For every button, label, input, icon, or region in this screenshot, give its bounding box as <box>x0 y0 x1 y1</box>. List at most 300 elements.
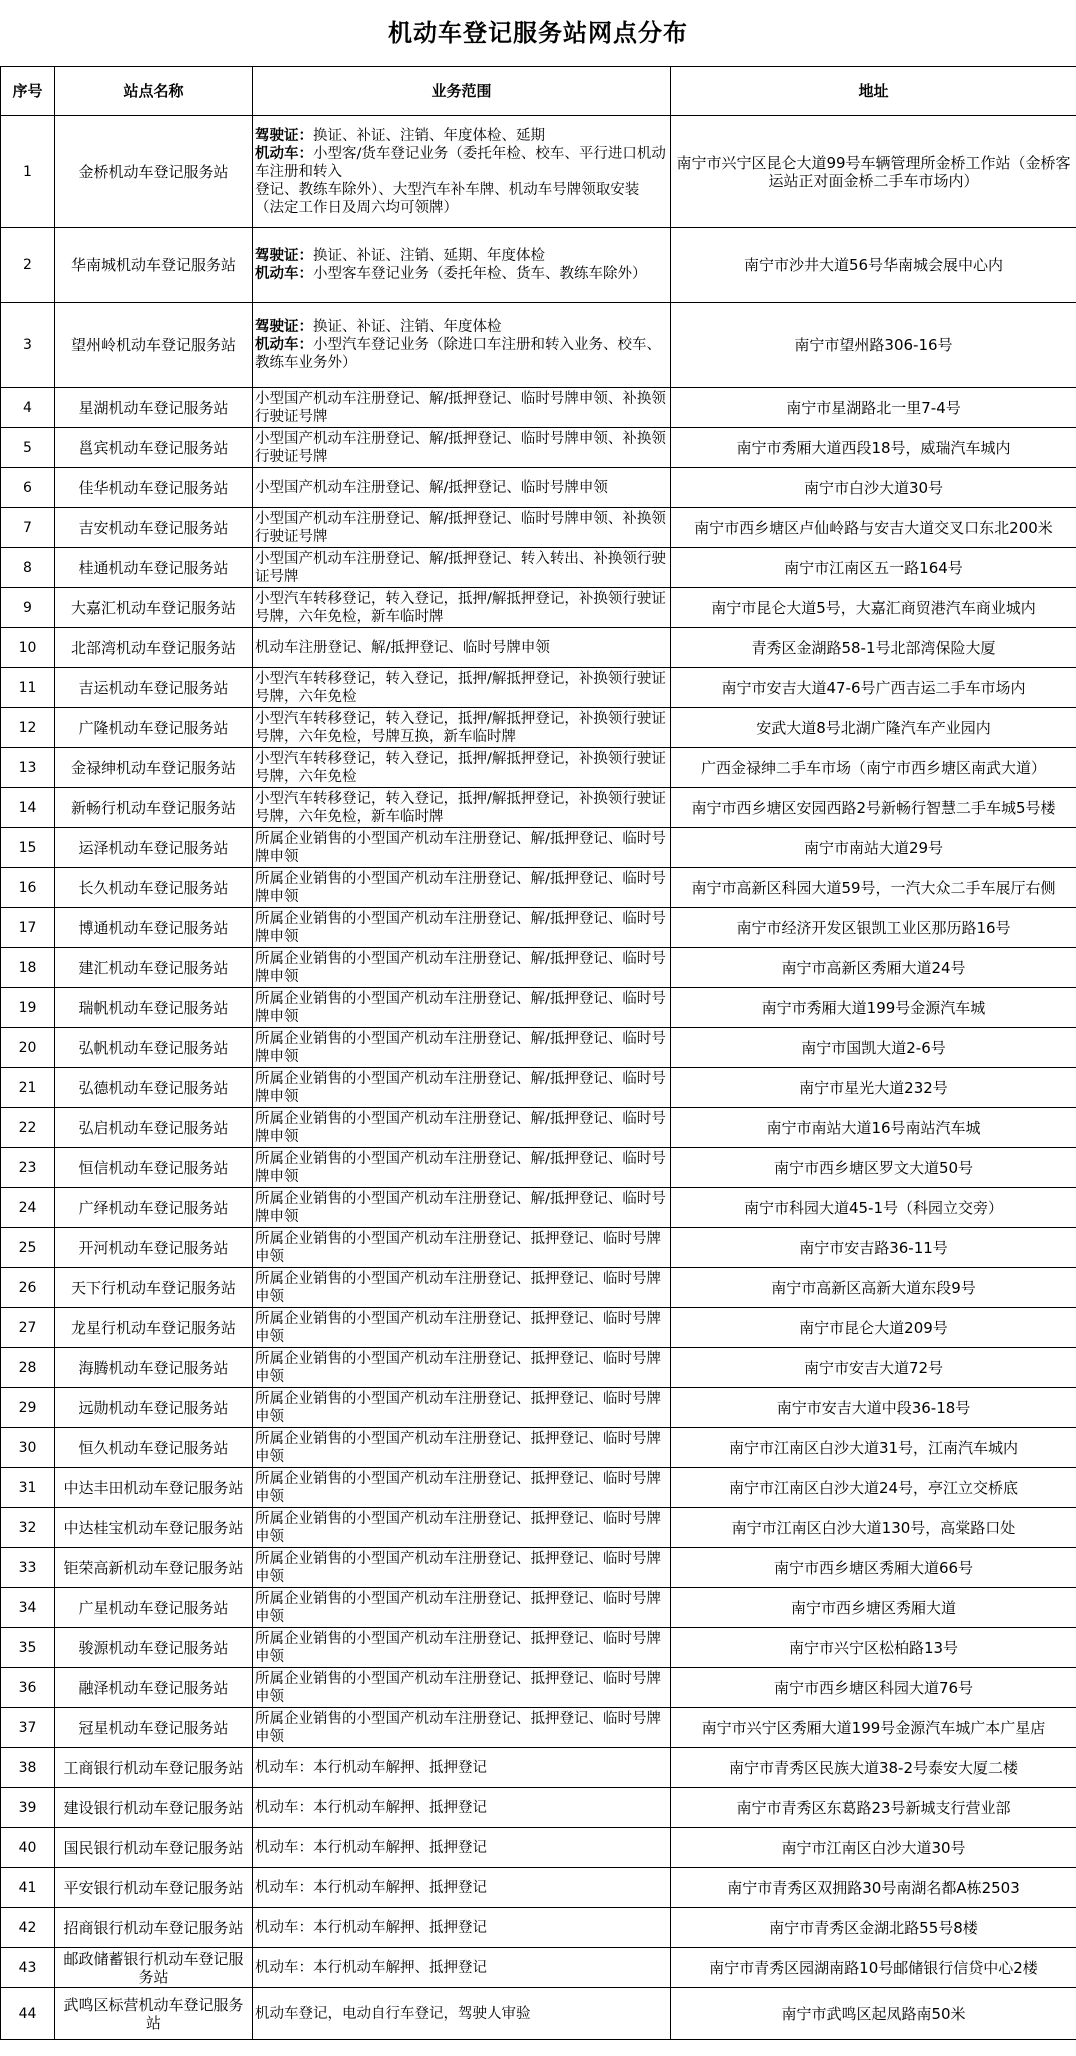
table-row <box>1 588 1076 628</box>
station-name: 新畅行机动车登记服务站 <box>55 788 253 828</box>
station-address: 南宁市南站大道16号南站汽车城 <box>671 1108 1076 1148</box>
business-scope <box>253 1108 671 1148</box>
scope-text: 所属企业销售的小型国产机动车注册登记、抵押登记、临时号牌申领 <box>255 1390 661 1425</box>
station-address: 南宁市青秀区民族大道38-2号泰安大厦二楼 <box>671 1748 1076 1788</box>
scope-line <box>255 750 668 786</box>
row-number: 12 <box>1 708 55 748</box>
scope-text: 所属企业销售的小型国产机动车注册登记、抵押登记、临时号牌申领 <box>255 1510 661 1545</box>
station-name: 瑞帆机动车登记服务站 <box>55 988 253 1028</box>
table-row <box>1 1988 1076 2040</box>
row-number: 30 <box>1 1428 55 1468</box>
station-name: 桂通机动车登记服务站 <box>55 548 253 588</box>
scope-line <box>255 870 668 906</box>
station-address: 南宁市青秀区园湖南路10号邮储银行信贷中心2楼 <box>671 1948 1076 1988</box>
scope-text: 小型汽车转移登记，转入登记，抵押/解抵押登记，补换领行驶证号牌，六年免检 <box>255 750 666 785</box>
row-number: 28 <box>1 1348 55 1388</box>
station-address: 南宁市西乡塘区科园大道76号 <box>671 1668 1076 1708</box>
scope-text: 换证、补证、注销、年度体检、延期 <box>313 127 545 144</box>
scope-line <box>255 390 668 426</box>
row-number: 19 <box>1 988 55 1028</box>
scope-text: 小型国产机动车注册登记、解/抵押登记、临时号牌申领、补换领行驶证号牌 <box>255 430 666 465</box>
scope-line <box>255 336 668 372</box>
row-number: 31 <box>1 1468 55 1508</box>
table-row <box>1 1828 1076 1868</box>
table-row <box>1 1108 1076 1148</box>
scope-line <box>255 1070 668 1106</box>
table-row <box>1 1228 1076 1268</box>
header-no: 序号 <box>1 67 55 116</box>
table-row <box>1 1468 1076 1508</box>
scope-line <box>255 1390 668 1426</box>
table-row <box>1 1388 1076 1428</box>
scope-text: 小型国产机动车注册登记、解/抵押登记、临时号牌申领、补换领行驶证号牌 <box>255 510 666 545</box>
scope-line <box>255 479 668 497</box>
station-address: 南宁市高新区高新大道东段9号 <box>671 1268 1076 1308</box>
business-scope <box>253 1868 671 1908</box>
station-name: 建设银行机动车登记服务站 <box>55 1788 253 1828</box>
table-row <box>1 1708 1076 1748</box>
business-scope <box>253 1708 671 1748</box>
scope-line <box>255 550 668 586</box>
station-address: 南宁市江南区白沙大道130号，高棠路口处 <box>671 1508 1076 1548</box>
station-name: 弘帆机动车登记服务站 <box>55 1028 253 1068</box>
business-scope <box>253 668 671 708</box>
station-address: 南宁市高新区秀厢大道24号 <box>671 948 1076 988</box>
business-scope <box>253 1828 671 1868</box>
scope-line <box>255 1350 668 1386</box>
business-scope <box>253 588 671 628</box>
business-scope <box>253 1148 671 1188</box>
row-number: 1 <box>1 116 55 228</box>
station-address: 南宁市安吉路36-11号 <box>671 1228 1076 1268</box>
business-scope <box>253 1188 671 1228</box>
scope-text: 小型客/货车登记业务（委托年检、校车、平行进口机动车注册和转入 <box>255 145 666 180</box>
station-name: 海腾机动车登记服务站 <box>55 1348 253 1388</box>
table-row <box>1 1348 1076 1388</box>
scope-text: 机动车：本行机动车解押、抵押登记 <box>255 1799 487 1816</box>
station-name: 邕宾机动车登记服务站 <box>55 428 253 468</box>
table-row <box>1 428 1076 468</box>
table-row <box>1 868 1076 908</box>
business-scope <box>253 508 671 548</box>
scope-text: 所属企业销售的小型国产机动车注册登记、抵押登记、临时号牌申领 <box>255 1710 661 1745</box>
station-name: 弘德机动车登记服务站 <box>55 1068 253 1108</box>
station-address: 南宁市白沙大道30号 <box>671 468 1076 508</box>
row-number: 27 <box>1 1308 55 1348</box>
station-name: 弘启机动车登记服务站 <box>55 1108 253 1148</box>
scope-text: 所属企业销售的小型国产机动车注册登记、抵押登记、临时号牌申领 <box>255 1550 661 1585</box>
business-scope <box>253 1228 671 1268</box>
scope-text: 所属企业销售的小型国产机动车注册登记、解/抵押登记、临时号牌申领 <box>255 990 666 1025</box>
business-scope <box>253 908 671 948</box>
station-address: 南宁市青秀区双拥路30号南湖名都A栋2503 <box>671 1868 1076 1908</box>
scope-line <box>255 990 668 1026</box>
station-address: 南宁市安吉大道72号 <box>671 1348 1076 1388</box>
table-row <box>1 1908 1076 1948</box>
table-row <box>1 908 1076 948</box>
business-scope <box>253 1508 671 1548</box>
row-number: 25 <box>1 1228 55 1268</box>
business-scope <box>253 1748 671 1788</box>
table-row <box>1 1428 1076 1468</box>
business-scope <box>253 1268 671 1308</box>
table-row <box>1 116 1076 228</box>
business-scope <box>253 1428 671 1468</box>
station-name: 大嘉汇机动车登记服务站 <box>55 588 253 628</box>
business-scope <box>253 116 671 228</box>
business-scope <box>253 1988 671 2040</box>
scope-line <box>255 1710 668 1746</box>
scope-text: 所属企业销售的小型国产机动车注册登记、抵押登记、临时号牌申领 <box>255 1230 661 1265</box>
scope-line <box>255 910 668 946</box>
table-row <box>1 1588 1076 1628</box>
station-address: 广西金禄绅二手车市场（南宁市西乡塘区南武大道） <box>671 748 1076 788</box>
scope-line <box>255 639 668 657</box>
table-row <box>1 1868 1076 1908</box>
table-row <box>1 1668 1076 1708</box>
scope-text: 所属企业销售的小型国产机动车注册登记、解/抵押登记、临时号牌申领 <box>255 870 666 905</box>
table-header-row <box>1 67 1076 116</box>
scope-line <box>255 830 668 866</box>
row-number: 22 <box>1 1108 55 1148</box>
station-address: 南宁市沙井大道56号华南城会展中心内 <box>671 228 1076 303</box>
scope-text: 所属企业销售的小型国产机动车注册登记、抵押登记、临时号牌申领 <box>255 1670 661 1705</box>
business-scope <box>253 1388 671 1428</box>
business-scope <box>253 1548 671 1588</box>
scope-line <box>255 710 668 746</box>
station-name: 北部湾机动车登记服务站 <box>55 628 253 668</box>
scope-text: 所属企业销售的小型国产机动车注册登记、抵押登记、临时号牌申领 <box>255 1470 661 1505</box>
row-number: 44 <box>1 1988 55 2040</box>
scope-text: 所属企业销售的小型国产机动车注册登记、解/抵押登记、临时号牌申领 <box>255 1190 666 1225</box>
station-address: 南宁市兴宁区松柏路13号 <box>671 1628 1076 1668</box>
business-scope <box>253 748 671 788</box>
table-row <box>1 788 1076 828</box>
scope-line <box>255 430 668 466</box>
row-number: 9 <box>1 588 55 628</box>
station-name: 国民银行机动车登记服务站 <box>55 1828 253 1868</box>
row-number: 21 <box>1 1068 55 1108</box>
scope-label: 驾驶证： <box>255 248 313 264</box>
scope-text: 机动车：本行机动车解押、抵押登记 <box>255 1879 487 1896</box>
table-row <box>1 1268 1076 1308</box>
scope-text: 换证、补证、注销、年度体检 <box>313 319 502 335</box>
table-row <box>1 1068 1076 1108</box>
scope-line <box>255 181 668 217</box>
row-number: 7 <box>1 508 55 548</box>
table-row <box>1 388 1076 428</box>
station-address: 南宁市西乡塘区卢仙岭路与安吉大道交叉口东北200米 <box>671 508 1076 548</box>
scope-line <box>255 790 668 826</box>
scope-text: 所属企业销售的小型国产机动车注册登记、抵押登记、临时号牌申领 <box>255 1630 661 1665</box>
business-scope <box>253 868 671 908</box>
row-number: 32 <box>1 1508 55 1548</box>
scope-line <box>255 1230 668 1266</box>
row-number: 26 <box>1 1268 55 1308</box>
scope-text: 所属企业销售的小型国产机动车注册登记、抵押登记、临时号牌申领 <box>255 1430 661 1465</box>
business-scope <box>253 303 671 388</box>
station-address: 安武大道8号北湖广隆汽车产业园内 <box>671 708 1076 748</box>
business-scope <box>253 948 671 988</box>
scope-line <box>255 1150 668 1186</box>
table-row <box>1 1748 1076 1788</box>
station-address: 南宁市兴宁区秀厢大道199号金源汽车城广本广星店 <box>671 1708 1076 1748</box>
scope-label: 机动车： <box>255 145 313 162</box>
header-address: 地址 <box>671 67 1076 116</box>
station-address: 南宁市江南区五一路164号 <box>671 548 1076 588</box>
station-name: 恒信机动车登记服务站 <box>55 1148 253 1188</box>
scope-text: 小型汽车登记业务（除进口车注册和转入业务、校车、教练车业务外） <box>255 337 661 371</box>
scope-line <box>255 1030 668 1066</box>
station-name: 平安银行机动车登记服务站 <box>55 1868 253 1908</box>
scope-text: 机动车：本行机动车解押、抵押登记 <box>255 1839 487 1856</box>
scope-line <box>255 127 668 145</box>
station-name: 中达丰田机动车登记服务站 <box>55 1468 253 1508</box>
table-row <box>1 628 1076 668</box>
row-number: 11 <box>1 668 55 708</box>
station-name: 钜荣高新机动车登记服务站 <box>55 1548 253 1588</box>
station-address: 南宁市经济开发区银凯工业区那历路16号 <box>671 908 1076 948</box>
scope-text: 所属企业销售的小型国产机动车注册登记、解/抵押登记、临时号牌申领 <box>255 1110 666 1145</box>
station-name: 华南城机动车登记服务站 <box>55 228 253 303</box>
row-number: 23 <box>1 1148 55 1188</box>
station-name: 建汇机动车登记服务站 <box>55 948 253 988</box>
business-scope <box>253 828 671 868</box>
table-row <box>1 988 1076 1028</box>
business-scope <box>253 708 671 748</box>
row-number: 6 <box>1 468 55 508</box>
station-name: 邮政储蓄银行机动车登记服务站 <box>55 1948 253 1988</box>
row-number: 17 <box>1 908 55 948</box>
row-number: 41 <box>1 1868 55 1908</box>
business-scope <box>253 1308 671 1348</box>
station-address: 南宁市江南区白沙大道31号，江南汽车城内 <box>671 1428 1076 1468</box>
station-address: 南宁市兴宁区昆仑大道99号车辆管理所金桥工作站（金桥客运站正对面金桥二手车市场内） <box>671 116 1076 228</box>
scope-line <box>255 1430 668 1466</box>
scope-text: 机动车：本行机动车解押、抵押登记 <box>255 1959 487 1976</box>
scope-text: 所属企业销售的小型国产机动车注册登记、解/抵押登记、临时号牌申领 <box>255 1030 666 1065</box>
scope-label: 机动车： <box>255 337 313 353</box>
table-body <box>1 116 1076 2040</box>
row-number: 16 <box>1 868 55 908</box>
scope-line <box>255 1839 668 1857</box>
row-number: 40 <box>1 1828 55 1868</box>
scope-line <box>255 1550 668 1586</box>
station-name: 开河机动车登记服务站 <box>55 1228 253 1268</box>
table-row <box>1 303 1076 388</box>
table-row <box>1 548 1076 588</box>
scope-text: 小型国产机动车注册登记、解/抵押登记、临时号牌申领、补换领行驶证号牌 <box>255 390 666 425</box>
scope-line <box>255 145 668 181</box>
row-number: 2 <box>1 228 55 303</box>
scope-text: 机动车：本行机动车解押、抵押登记 <box>255 1919 487 1936</box>
scope-text: 登记、教练车除外）、大型汽车补车牌、机动车号牌领取安装（法定工作日及周六均可领牌） <box>255 181 640 216</box>
scope-label: 驾驶证： <box>255 319 313 335</box>
scope-text: 所属企业销售的小型国产机动车注册登记、解/抵押登记、临时号牌申领 <box>255 950 666 985</box>
business-scope <box>253 1668 671 1708</box>
row-number: 18 <box>1 948 55 988</box>
station-name: 融泽机动车登记服务站 <box>55 1668 253 1708</box>
row-number: 5 <box>1 428 55 468</box>
scope-line <box>255 318 668 336</box>
business-scope <box>253 1948 671 1988</box>
table-row <box>1 1188 1076 1228</box>
scope-text: 小型国产机动车注册登记、解/抵押登记、临时号牌申领 <box>255 479 608 496</box>
table-row <box>1 1628 1076 1668</box>
scope-line <box>255 1959 668 1977</box>
station-address: 南宁市南站大道29号 <box>671 828 1076 868</box>
header-scope: 业务范围 <box>253 67 671 116</box>
row-number: 14 <box>1 788 55 828</box>
station-address: 南宁市青秀区东葛路23号新城支行营业部 <box>671 1788 1076 1828</box>
scope-line <box>255 1510 668 1546</box>
scope-line <box>255 1590 668 1626</box>
row-number: 42 <box>1 1908 55 1948</box>
station-name: 长久机动车登记服务站 <box>55 868 253 908</box>
business-scope <box>253 988 671 1028</box>
station-name: 远勋机动车登记服务站 <box>55 1388 253 1428</box>
business-scope <box>253 1348 671 1388</box>
table-row <box>1 1308 1076 1348</box>
station-address: 南宁市西乡塘区安园西路2号新畅行智慧二手车城5号楼 <box>671 788 1076 828</box>
scope-line <box>255 590 668 626</box>
station-address: 南宁市国凯大道2-6号 <box>671 1028 1076 1068</box>
business-scope <box>253 788 671 828</box>
station-name: 工商银行机动车登记服务站 <box>55 1748 253 1788</box>
station-address: 南宁市江南区白沙大道30号 <box>671 1828 1076 1868</box>
scope-text: 小型国产机动车注册登记、解/抵押登记、转入转出、补换领行驶证号牌 <box>255 550 666 585</box>
scope-label: 机动车： <box>255 266 313 282</box>
row-number: 13 <box>1 748 55 788</box>
station-address: 南宁市武鸣区起凤路南50米 <box>671 1988 1076 2040</box>
business-scope <box>253 1068 671 1108</box>
row-number: 35 <box>1 1628 55 1668</box>
scope-line <box>255 950 668 986</box>
station-name: 骏源机动车登记服务站 <box>55 1628 253 1668</box>
row-number: 3 <box>1 303 55 388</box>
scope-text: 所属企业销售的小型国产机动车注册登记、抵押登记、临时号牌申领 <box>255 1270 661 1305</box>
scope-line <box>255 510 668 546</box>
station-name: 招商银行机动车登记服务站 <box>55 1908 253 1948</box>
station-name: 博通机动车登记服务站 <box>55 908 253 948</box>
station-address: 南宁市西乡塘区秀厢大道66号 <box>671 1548 1076 1588</box>
station-name: 天下行机动车登记服务站 <box>55 1268 253 1308</box>
station-address: 南宁市西乡塘区秀厢大道 <box>671 1588 1076 1628</box>
row-number: 4 <box>1 388 55 428</box>
scope-line <box>255 1470 668 1506</box>
scope-line <box>255 1799 668 1817</box>
station-name: 吉运机动车登记服务站 <box>55 668 253 708</box>
business-scope <box>253 1628 671 1668</box>
page-title: 机动车登记服务站网点分布 <box>388 18 688 47</box>
row-number: 10 <box>1 628 55 668</box>
table-row <box>1 1508 1076 1548</box>
business-scope <box>253 1468 671 1508</box>
scope-line <box>255 1630 668 1666</box>
business-scope <box>253 1588 671 1628</box>
row-number: 24 <box>1 1188 55 1228</box>
header-name: 站点名称 <box>55 67 253 116</box>
scope-line <box>255 1270 668 1306</box>
row-number: 33 <box>1 1548 55 1588</box>
scope-line <box>255 1879 668 1897</box>
table-row <box>1 1948 1076 1988</box>
business-scope <box>253 468 671 508</box>
table-row <box>1 708 1076 748</box>
station-name: 金禄绅机动车登记服务站 <box>55 748 253 788</box>
row-number: 20 <box>1 1028 55 1068</box>
table-row <box>1 1148 1076 1188</box>
station-name: 运泽机动车登记服务站 <box>55 828 253 868</box>
scope-text: 小型汽车转移登记，转入登记，抵押/解抵押登记，补换领行驶证号牌，六年免检，新车临时牌 <box>255 590 666 625</box>
row-number: 39 <box>1 1788 55 1828</box>
scope-text: 机动车注册登记、解/抵押登记、临时号牌申领 <box>255 639 550 656</box>
table-row <box>1 1788 1076 1828</box>
station-address: 南宁市安吉大道47-6号广西吉运二手车市场内 <box>671 668 1076 708</box>
row-number: 34 <box>1 1588 55 1628</box>
station-name: 佳华机动车登记服务站 <box>55 468 253 508</box>
station-address: 南宁市昆仑大道209号 <box>671 1308 1076 1348</box>
station-address: 南宁市昆仑大道5号，大嘉汇商贸港汽车商业城内 <box>671 588 1076 628</box>
station-name: 金桥机动车登记服务站 <box>55 116 253 228</box>
station-address: 南宁市安吉大道中段36-18号 <box>671 1388 1076 1428</box>
table-row <box>1 748 1076 788</box>
station-address: 南宁市星湖路北一里7-4号 <box>671 388 1076 428</box>
business-scope <box>253 628 671 668</box>
business-scope <box>253 388 671 428</box>
station-address: 南宁市江南区白沙大道24号，亭江立交桥底 <box>671 1468 1076 1508</box>
business-scope <box>253 1908 671 1948</box>
table-row <box>1 668 1076 708</box>
scope-text: 所属企业销售的小型国产机动车注册登记、解/抵押登记、临时号牌申领 <box>255 910 666 945</box>
scope-text: 小型汽车转移登记，转入登记，抵押/解抵押登记，补换领行驶证号牌，六年免检 <box>255 670 666 705</box>
station-name: 恒久机动车登记服务站 <box>55 1428 253 1468</box>
scope-label: 驾驶证： <box>255 127 313 144</box>
station-name: 星湖机动车登记服务站 <box>55 388 253 428</box>
scope-text: 所属企业销售的小型国产机动车注册登记、解/抵押登记、临时号牌申领 <box>255 1070 666 1105</box>
scope-text: 小型汽车转移登记，转入登记，抵押/解抵押登记，补换领行驶证号牌，六年免检，新车临时牌 <box>255 790 666 825</box>
row-number: 37 <box>1 1708 55 1748</box>
scope-text: 机动车：本行机动车解押、抵押登记 <box>255 1759 487 1776</box>
row-number: 8 <box>1 548 55 588</box>
station-address: 南宁市高新区科园大道59号，一汽大众二手车展厅右侧 <box>671 868 1076 908</box>
scope-line <box>255 1759 668 1777</box>
scope-line <box>255 1919 668 1937</box>
scope-text: 换证、补证、注销、延期、年度体检 <box>313 248 545 264</box>
business-scope <box>253 228 671 303</box>
scope-text: 小型客车登记业务（委托年检、货车、教练车除外） <box>313 266 647 282</box>
station-address: 南宁市望州路306-16号 <box>671 303 1076 388</box>
table-row <box>1 948 1076 988</box>
row-number: 29 <box>1 1388 55 1428</box>
station-address: 青秀区金湖路58-1号北部湾保险大厦 <box>671 628 1076 668</box>
row-number: 36 <box>1 1668 55 1708</box>
scope-text: 所属企业销售的小型国产机动车注册登记、解/抵押登记、临时号牌申领 <box>255 1150 666 1185</box>
business-scope <box>253 428 671 468</box>
station-name: 武鸣区标营机动车登记服务站 <box>55 1988 253 2040</box>
scope-line <box>255 670 668 706</box>
station-name: 望州岭机动车登记服务站 <box>55 303 253 388</box>
station-name: 广隆机动车登记服务站 <box>55 708 253 748</box>
table-row <box>1 1548 1076 1588</box>
table-row <box>1 228 1076 303</box>
table-row <box>1 828 1076 868</box>
station-address: 南宁市西乡塘区罗文大道50号 <box>671 1148 1076 1188</box>
scope-text: 所属企业销售的小型国产机动车注册登记、抵押登记、临时号牌申领 <box>255 1310 661 1345</box>
scope-line <box>255 1310 668 1346</box>
station-name: 冠星机动车登记服务站 <box>55 1708 253 1748</box>
row-number: 38 <box>1 1748 55 1788</box>
